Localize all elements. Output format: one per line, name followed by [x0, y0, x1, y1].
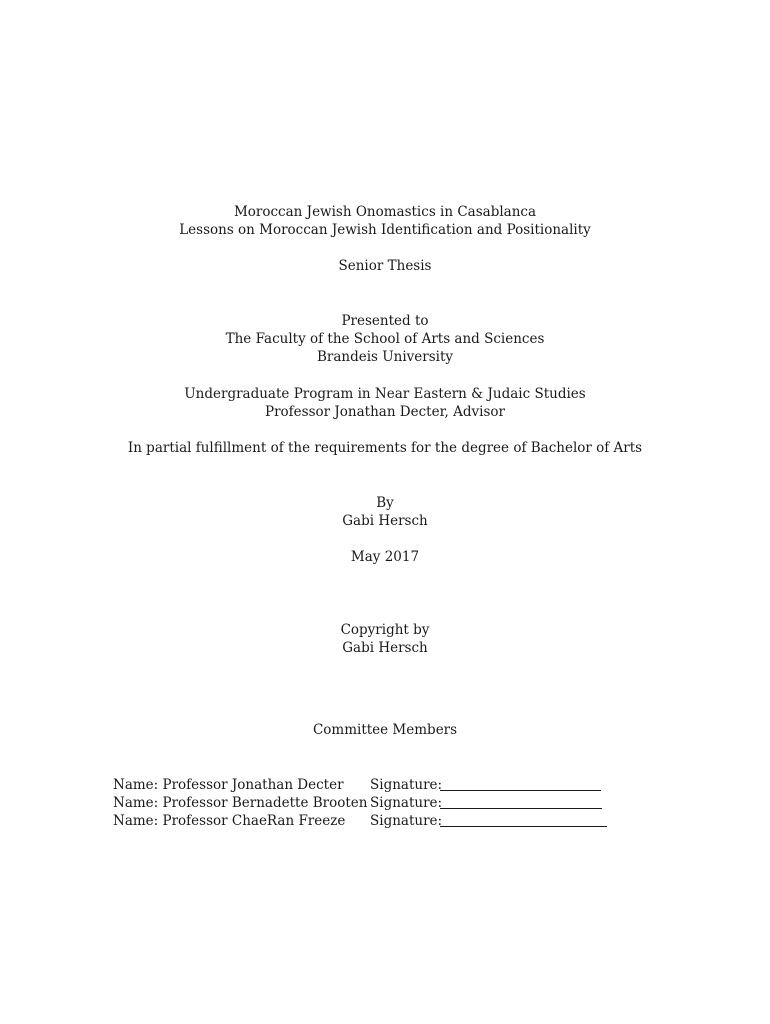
- presented-to-label: Presented to: [341, 313, 429, 329]
- committee-member-name: Name: Professor Bernadette Brooten: [113, 795, 368, 811]
- committee-member-name: Name: Professor ChaeRan Freeze: [113, 813, 346, 829]
- thesis-subtitle: Lessons on Moroccan Jewish Identification and Positionality: [179, 222, 591, 238]
- signature-line: [440, 808, 602, 809]
- faculty-name: The Faculty of the School of Arts and Sciences: [225, 331, 545, 347]
- advisor-name: Professor Jonathan Decter, Advisor: [264, 404, 505, 420]
- committee-member-row: [113, 794, 673, 812]
- signature-label: Signature:: [370, 813, 443, 829]
- submission-date: May 2017: [350, 549, 420, 565]
- committee-member-row: [113, 776, 673, 794]
- signature-line: [440, 790, 601, 791]
- committee-member-row: [113, 812, 673, 830]
- thesis-type: Senior Thesis: [338, 258, 432, 274]
- university-name: Brandeis University: [316, 349, 454, 365]
- program-name: Undergraduate Program in Near Eastern & Judaic Studies: [184, 386, 586, 402]
- copyright-label: Copyright by: [340, 622, 430, 638]
- committee-member-name: Name: Professor Jonathan Decter: [113, 777, 344, 793]
- by-label: By: [376, 495, 394, 511]
- copyright-holder: Gabi Hersch: [342, 640, 428, 656]
- fulfillment-statement: In partial fulfillment of the requirements for the degree of Bachelor of Arts: [127, 440, 643, 456]
- committee-heading: Committee Members: [312, 722, 458, 738]
- author-name: Gabi Hersch: [342, 513, 428, 529]
- thesis-title: Moroccan Jewish Onomastics in Casablanca: [233, 204, 537, 220]
- signature-label: Signature:: [370, 777, 443, 793]
- signature-label: Signature:: [370, 795, 443, 811]
- signature-line: [440, 826, 607, 827]
